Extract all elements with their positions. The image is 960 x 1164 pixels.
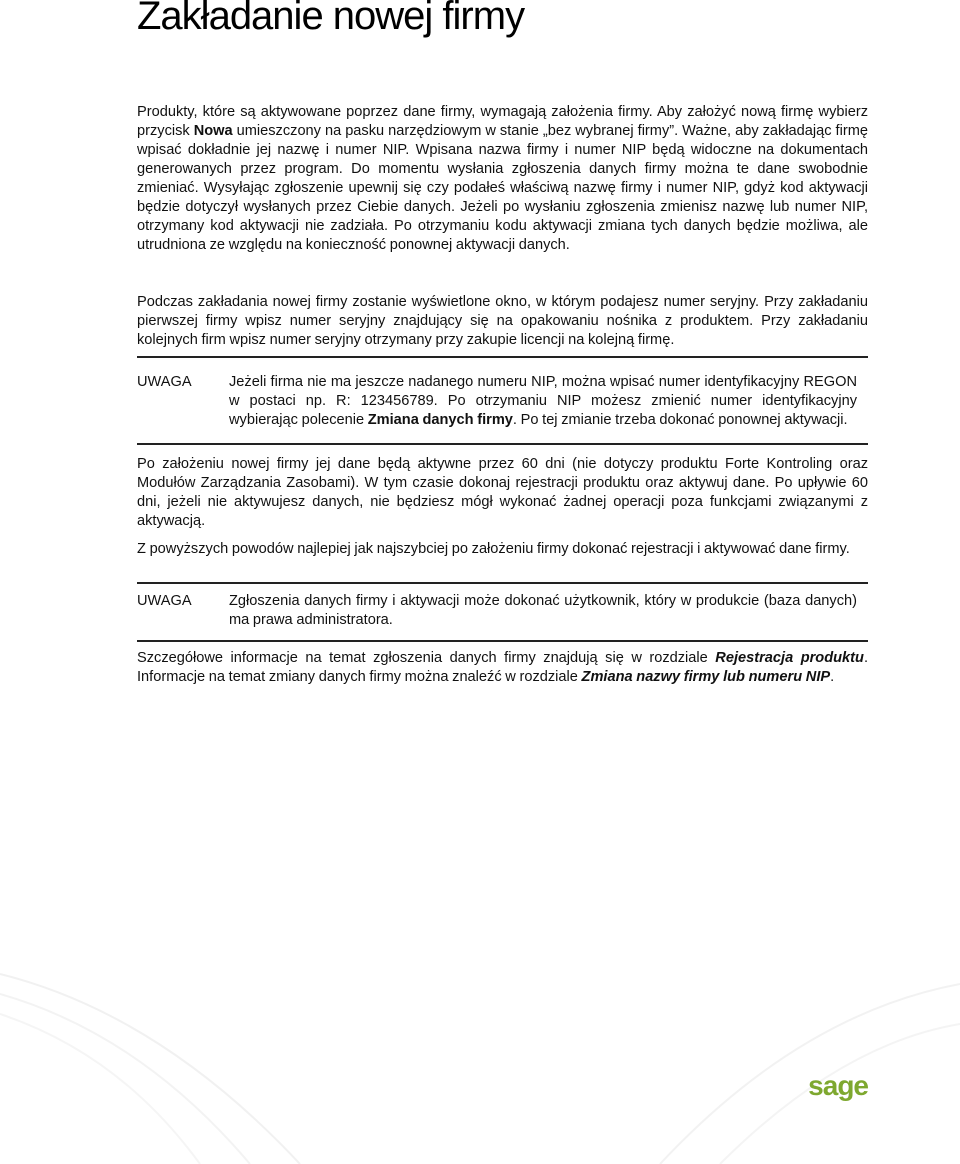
text-run: Rejestracja produktu — [715, 650, 864, 666]
note-text — [229, 373, 857, 430]
text-run: Zmiana danych firmy — [367, 412, 513, 428]
sage-logo: sage — [808, 1070, 868, 1101]
text-run: Nowa — [193, 123, 233, 139]
note2-bottom-rule — [137, 640, 868, 642]
text-run: Po założeniu nowej firmy jej dane będą aktywne przez 60 dni (nie dotyczy produktu Forte Kontroling oraz Modułów Zarządzania Zasobami). W tym czasie dokonaj rejestracji produktu oraz aktywuj dane. Po upływie 60 dni, jeżeli nie aktywujesz danych, nie będziesz mógł wykonać żadnej operacji poza funkcjami związanymi z aktywacją. — [137, 456, 868, 529]
text-run: Podczas zakładania nowej firmy zostanie wyświetlone okno, w którym podajesz numer seryjny. Przy zakładaniu pierwszej firmy wpisz numer seryjny znajdujący się na opakowaniu nośnika z produktem. Przy zakładaniu kolejnych firm wpisz numer seryjny otrzymany przy zakupie licencji na kolejną firmę. — [137, 294, 868, 348]
note-label: UWAGA — [137, 593, 192, 609]
page-title: Zakładanie nowej firmy — [137, 0, 525, 38]
note-top-rule — [137, 356, 868, 358]
paragraph-intro — [137, 103, 868, 255]
text-run: . Informacje na temat zmiany danych firmy można znaleźć w rozdziale — [137, 650, 868, 685]
note-text — [229, 592, 857, 630]
paragraph-60-days — [137, 455, 868, 531]
decorative-arcs — [0, 864, 960, 1164]
paragraph-serial-number — [137, 293, 868, 350]
text-run: . Po tej zmianie trzeba dokonać ponownej aktywacji. — [512, 412, 848, 428]
text-run: . — [830, 669, 835, 685]
paragraph-details — [137, 649, 868, 687]
text-run: Zmiana nazwy firmy lub numeru NIP — [581, 669, 831, 685]
text-run: Produkty, które są aktywowane poprzez dane firmy, wymagają założenia firmy. Aby założyć nową firmę wybierz przycisk — [137, 104, 868, 139]
note-bottom-rule — [137, 443, 868, 445]
text-run: Z powyższych powodów najlepiej jak najszybciej po założeniu firmy dokonać rejestracji i aktywować dane firmy. — [137, 541, 850, 557]
paragraph-register-soon — [137, 540, 850, 559]
text-run: umieszczony na pasku narzędziowym w stanie „bez wybranej firmy”. Ważne, aby zakładając firmę wpisać dokładnie jej nazwę i numer NIP. Wpisana nazwa firmy i numer NIP będą widoczne na dokumentach generowanych przez program. Do momentu wysłania zgłoszenia danych firmy można te dane swobodnie zmieniać. Wysyłając zgłoszenie upewnij się czy podałeś właściwą nazwę firmy i numer NIP, gdyż kod aktywacji będzie dotyczył wysłanych przez Ciebie danych. Jeżeli po wysłaniu zgłoszenia zmienisz nazwę lub numer NIP, otrzymany kod aktywacji nie zadziała. Po otrzymaniu kodu aktywacji zmiana tych danych będzie możliwa, ale utrudniona ze względu na konieczność ponownej aktywacji danych. — [137, 123, 868, 253]
text-run: Jeżeli firma nie ma jeszcze nadanego numeru NIP, można wpisać numer identyfikacyjny REGON w postaci np. R: 123456789. Po otrzymaniu NIP możesz zmienić numer identyfikacyjny wybierając polecenie — [229, 374, 857, 428]
note2-top-rule — [137, 582, 868, 584]
note-label: UWAGA — [137, 374, 192, 390]
text-run: Zgłoszenia danych firmy i aktywacji może dokonać użytkownik, który w produkcie (baza danych) ma prawa administratora. — [229, 593, 857, 628]
text-run: Szczegółowe informacje na temat zgłoszenia danych firmy znajdują się w rozdziale — [137, 650, 716, 666]
